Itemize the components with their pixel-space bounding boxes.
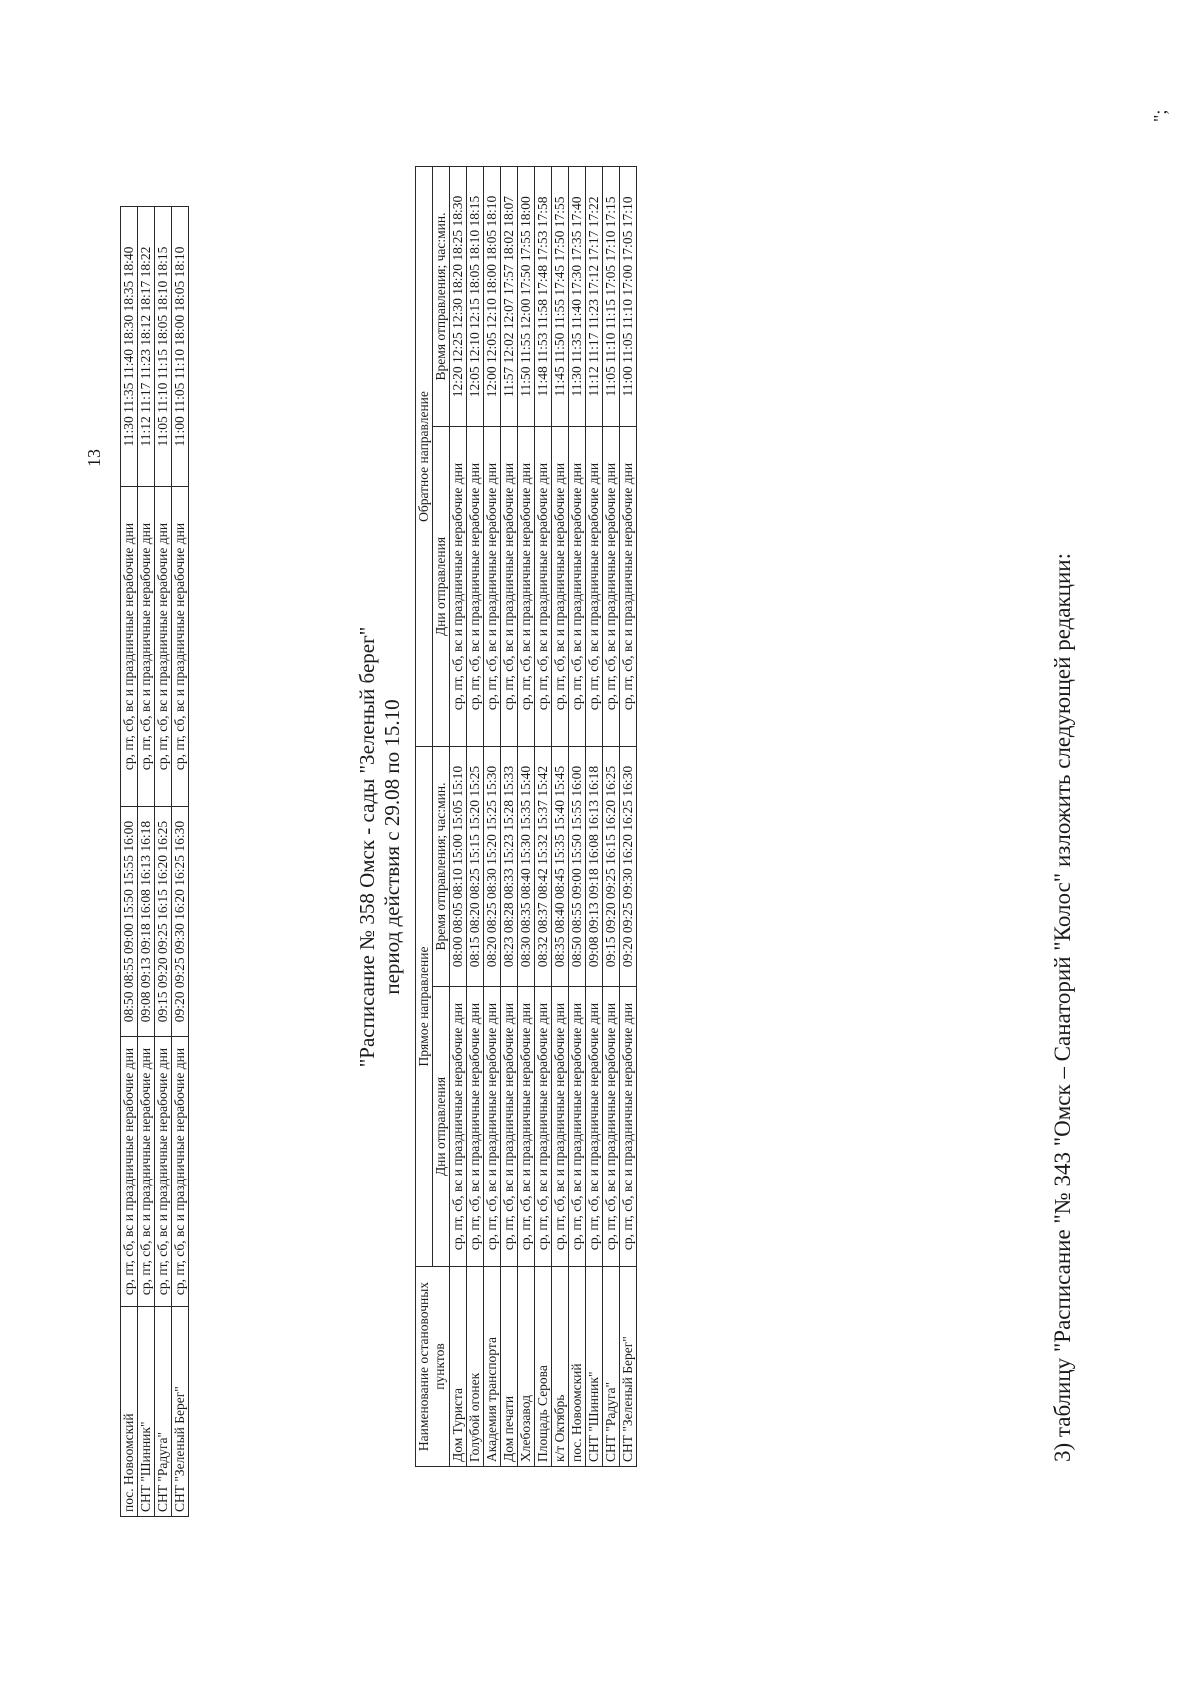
table-row bbox=[603, 166, 620, 1466]
backward-days-cell: ср, пт, сб, вс и праздничные нерабочие дни bbox=[450, 427, 467, 747]
forward-days-cell: ср, пт, сб, вс и праздничные нерабочие дни bbox=[552, 987, 569, 1267]
stop-name-cell: СНТ "Зеленый Берег" bbox=[620, 1267, 637, 1467]
forward-times-cell: 09:08 09:13 09:18 16:08 16:13 16:18 bbox=[138, 807, 155, 1037]
backward-days-cell: ср, пт, сб, вс и праздничные нерабочие дни bbox=[586, 427, 603, 747]
table-row bbox=[518, 166, 535, 1466]
stop-name-cell: Голубой огонек bbox=[467, 1267, 484, 1467]
forward-days-cell: ср, пт, сб, вс и праздничные нерабочие дни bbox=[569, 987, 586, 1267]
forward-days-cell: ср, пт, сб, вс и праздничные нерабочие дни bbox=[620, 987, 637, 1267]
main-table-body bbox=[450, 166, 637, 1466]
backward-times-cell: 11:05 11:10 11:15 17:05 17:10 17:15 bbox=[603, 166, 620, 426]
header-backward-direction: Обратное направление bbox=[416, 166, 433, 746]
backward-times-cell: 12:00 12:05 12:10 18:00 18:05 18:10 bbox=[484, 166, 501, 426]
backward-days-cell: ср, пт, сб, вс и праздничные нерабочие дни bbox=[552, 427, 569, 747]
stop-name-cell: СНТ "Зеленый Берег" bbox=[172, 1307, 189, 1517]
backward-days-cell: ср, пт, сб, вс и праздничные нерабочие дни bbox=[518, 427, 535, 747]
forward-days-cell: ср, пт, сб, вс и праздничные нерабочие дни bbox=[121, 1037, 138, 1307]
forward-days-cell: ср, пт, сб, вс и праздничные нерабочие дни bbox=[518, 987, 535, 1267]
backward-times-cell: 11:45 11:50 11:55 17:45 17:50 17:55 bbox=[552, 166, 569, 426]
header-time-backward: Время отправления; час:мин. bbox=[433, 166, 450, 426]
forward-days-cell: ср, пт, сб, вс и праздничные нерабочие дни bbox=[484, 987, 501, 1267]
forward-days-cell: ср, пт, сб, вс и праздничные нерабочие дни bbox=[138, 1037, 155, 1307]
forward-days-cell: ср, пт, сб, вс и праздничные нерабочие дни bbox=[603, 987, 620, 1267]
stop-name-cell: к/т Октябрь bbox=[552, 1267, 569, 1467]
backward-times-cell: 11:30 11:35 11:40 17:30 17:35 17:40 bbox=[569, 166, 586, 426]
header-forward-direction: Прямое направление bbox=[416, 747, 433, 1267]
forward-times-cell: 08:32 08:37 08:42 15:32 15:37 15:42 bbox=[535, 747, 552, 987]
forward-days-cell: ср, пт, сб, вс и праздничные нерабочие дни bbox=[535, 987, 552, 1267]
main-schedule-table bbox=[415, 166, 637, 1467]
forward-times-cell: 09:15 09:20 09:25 16:15 16:20 16:25 bbox=[155, 807, 172, 1037]
backward-times-cell: 11:00 11:05 11:10 17:00 17:05 17:10 bbox=[620, 166, 637, 426]
backward-times-cell: 11:30 11:35 11:40 18:30 18:35 18:40 bbox=[121, 207, 138, 487]
schedule-title: "Расписание № 358 Омск - сады "Зеленый берег" bbox=[355, 626, 379, 1068]
stop-name-cell: СНТ "Шинник" bbox=[138, 1307, 155, 1517]
table-row bbox=[552, 166, 569, 1466]
forward-times-cell: 08:50 08:55 09:00 15:50 15:55 16:00 bbox=[121, 807, 138, 1037]
forward-days-cell: ср, пт, сб, вс и праздничные нерабочие дни bbox=[172, 1037, 189, 1307]
stop-name-cell: Дом печати bbox=[501, 1267, 518, 1467]
backward-days-cell: ср, пт, сб, вс и праздничные нерабочие дни bbox=[501, 427, 518, 747]
table-row bbox=[121, 207, 138, 1517]
backward-times-cell: 11:57 12:02 12:07 17:57 18:02 18:07 bbox=[501, 166, 518, 426]
header-days-forward: Дни отправления bbox=[433, 987, 450, 1267]
top-table-body bbox=[121, 207, 189, 1517]
stop-name-cell: Дом Туриста bbox=[450, 1267, 467, 1467]
header-time-forward: Время отправления; час:мин. bbox=[433, 747, 450, 987]
forward-times-cell: 08:15 08:20 08:25 15:15 15:20 15:25 bbox=[467, 747, 484, 987]
backward-days-cell: ср, пт, сб, вс и праздничные нерабочие дни bbox=[467, 427, 484, 747]
top-schedule-table bbox=[120, 206, 189, 1517]
backward-days-cell: ср, пт, сб, вс и праздничные нерабочие дни bbox=[121, 487, 138, 807]
stop-name-cell: СНТ "Радуга" bbox=[603, 1267, 620, 1467]
backward-times-cell: 11:48 11:53 11:58 17:48 17:53 17:58 bbox=[535, 166, 552, 426]
page-number: 13 bbox=[84, 449, 104, 467]
forward-times-cell: 09:15 09:20 09:25 16:15 16:20 16:25 bbox=[603, 747, 620, 987]
forward-times-cell: 08:50 08:55 09:00 15:50 15:55 16:00 bbox=[569, 747, 586, 987]
backward-days-cell: ср, пт, сб, вс и праздничные нерабочие дни bbox=[138, 487, 155, 807]
forward-days-cell: ср, пт, сб, вс и праздничные нерабочие дни bbox=[467, 987, 484, 1267]
stop-name-cell: СНТ "Радуга" bbox=[155, 1307, 172, 1517]
table-row bbox=[450, 166, 467, 1466]
backward-days-cell: ср, пт, сб, вс и праздничные нерабочие дни bbox=[535, 427, 552, 747]
header-stop-name: Наименование остановочных пунктов bbox=[416, 1267, 450, 1467]
stop-name-cell: СНТ "Шинник" bbox=[586, 1267, 603, 1467]
table-row bbox=[535, 166, 552, 1466]
forward-times-cell: 08:20 08:25 08:30 15:20 15:25 15:30 bbox=[484, 747, 501, 987]
backward-times-cell: 11:50 11:55 12:00 17:50 17:55 18:00 bbox=[518, 166, 535, 426]
schedule-period: период действия с 29.08 по 15.10 bbox=[380, 699, 404, 995]
table-row bbox=[620, 166, 637, 1466]
table-row bbox=[501, 166, 518, 1466]
table-row bbox=[155, 207, 172, 1517]
table-row bbox=[467, 166, 484, 1466]
table-row bbox=[138, 207, 155, 1517]
backward-times-cell: 11:12 11:17 11:23 18:12 18:17 18:22 bbox=[138, 207, 155, 487]
stop-name-cell: Площадь Серова bbox=[535, 1267, 552, 1467]
forward-days-cell: ср, пт, сб, вс и праздничные нерабочие дни bbox=[450, 987, 467, 1267]
forward-times-cell: 08:35 08:40 08:45 15:35 15:40 15:45 bbox=[552, 747, 569, 987]
forward-days-cell: ср, пт, сб, вс и праздничные нерабочие дни bbox=[586, 987, 603, 1267]
backward-days-cell: ср, пт, сб, вс и праздничные нерабочие дни bbox=[172, 487, 189, 807]
forward-times-cell: 08:30 08:35 08:40 15:30 15:35 15:40 bbox=[518, 747, 535, 987]
edge-mark: "; bbox=[1150, 109, 1170, 122]
backward-times-cell: 12:05 12:10 12:15 18:05 18:10 18:15 bbox=[467, 166, 484, 426]
backward-times-cell: 12:20 12:25 12:30 18:20 18:25 18:30 bbox=[450, 166, 467, 426]
stop-name-cell: Академия транспорта bbox=[484, 1267, 501, 1467]
forward-times-cell: 09:20 09:25 09:30 16:20 16:25 16:30 bbox=[620, 747, 637, 987]
stop-name-cell: пос. Новоомский bbox=[569, 1267, 586, 1467]
forward-times-cell: 08:23 08:28 08:33 15:23 15:28 15:33 bbox=[501, 747, 518, 987]
forward-times-cell: 09:08 09:13 09:18 16:08 16:13 16:18 bbox=[586, 747, 603, 987]
header-days-backward: Дни отправления bbox=[433, 427, 450, 747]
forward-days-cell: ср, пт, сб, вс и праздничные нерабочие дни bbox=[155, 1037, 172, 1307]
backward-times-cell: 11:12 11:17 11:23 17:12 17:17 17:22 bbox=[586, 166, 603, 426]
stop-name-cell: Хлебозавод bbox=[518, 1267, 535, 1467]
table-row bbox=[172, 207, 189, 1517]
backward-days-cell: ср, пт, сб, вс и праздничные нерабочие дни bbox=[603, 427, 620, 747]
table-row bbox=[586, 166, 603, 1466]
backward-times-cell: 11:05 11:10 11:15 18:05 18:10 18:15 bbox=[155, 207, 172, 487]
forward-times-cell: 09:20 09:25 09:30 16:20 16:25 16:30 bbox=[172, 807, 189, 1037]
forward-days-cell: ср, пт, сб, вс и праздничные нерабочие дни bbox=[501, 987, 518, 1267]
backward-times-cell: 11:00 11:05 11:10 18:00 18:05 18:10 bbox=[172, 207, 189, 487]
backward-days-cell: ср, пт, сб, вс и праздничные нерабочие дни bbox=[569, 427, 586, 747]
forward-times-cell: 08:00 08:05 08:10 15:00 15:05 15:10 bbox=[450, 747, 467, 987]
table-row bbox=[484, 166, 501, 1466]
backward-days-cell: ср, пт, сб, вс и праздничные нерабочие дни bbox=[155, 487, 172, 807]
footer-note: 3) таблицу "Расписание "№ 343 "Омск – Санаторий "Колос" изложить следующей редакции: bbox=[1050, 553, 1075, 1462]
table-row bbox=[569, 166, 586, 1466]
backward-days-cell: ср, пт, сб, вс и праздничные нерабочие дни bbox=[620, 427, 637, 747]
backward-days-cell: ср, пт, сб, вс и праздничные нерабочие дни bbox=[484, 427, 501, 747]
stop-name-cell: пос. Новоомский bbox=[121, 1307, 138, 1517]
